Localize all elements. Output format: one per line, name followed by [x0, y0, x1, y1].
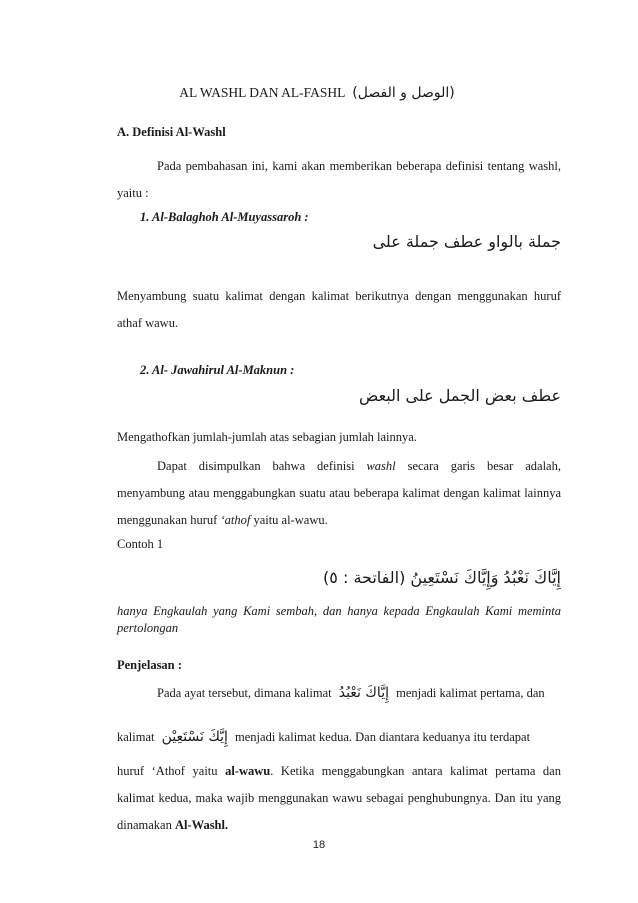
explanation-3-al-washl: Al-Washl.: [174, 818, 229, 832]
example-label: Contoh 1: [117, 537, 164, 551]
explanation-paragraph-3: [117, 758, 561, 839]
conclusion-washl-term: washl: [366, 459, 396, 473]
page-number: 18: [312, 839, 326, 851]
explanation-line-1: [157, 680, 561, 707]
explanation-2-after: menjadi kalimat kedua. Dan diantara keduanya itu terdapat: [235, 730, 531, 744]
explanation-line-2: [117, 724, 561, 751]
explanation-label: Penjelasan :: [117, 658, 182, 672]
example-translation: hanya Engkaulah yang Kami sembah, dan hanya kepada Engkaulah Kami meminta pertolongan: [117, 604, 561, 635]
explanation-1-arabic: إِيَّاكَ نَعْبُدُ: [338, 685, 389, 701]
explanation-3-before: huruf ‘Athof yaitu: [117, 764, 226, 778]
definition-2-label: 2. Al- Jawahirul Al-Maknun :: [140, 363, 295, 377]
title-arabic: (الوصل و الفصل): [352, 85, 455, 101]
definition-1-text: Menyambung suatu kalimat dengan kalimat berikutnya dengan menggunakan huruf athaf wawu.: [117, 289, 561, 330]
explanation-2-arabic: إِيَّكَ نَسْتَعِيْن: [161, 729, 228, 745]
definition-2-text: Mengathofkan jumlah-jumlah atas sebagian jumlah lainnya.: [117, 430, 417, 444]
conclusion-athof-term: ‘athof: [220, 513, 251, 527]
definition-1-label: 1. Al-Balaghoh Al-Muyassaroh :: [140, 210, 309, 224]
explanation-3-after: . Ketika menggabungkan antara kalimat pertama dan kalimat kedua, maka wajib menggunakan wawu sebagai penghubungnya. Dan itu yang dinamakan: [117, 764, 561, 832]
conclusion-paragraph: [117, 453, 561, 534]
definition-1-arabic: جملة بالواو عطف جملة على: [372, 232, 561, 251]
title-latin: AL WASHL DAN AL-FASHL: [179, 85, 345, 100]
example-arabic-verse: إِيَّاكَ نَعْبُدُ وَإِيَّاكَ نَسْتَعِينُ (الفاتحة : ٥): [323, 568, 561, 587]
explanation-1-after: menjadi kalimat pertama, dan: [396, 686, 545, 700]
section-heading: A. Definisi Al-Washl: [117, 125, 226, 139]
explanation-2-before: kalimat: [117, 730, 155, 744]
page-title: [0, 85, 638, 101]
explanation-3-al-wawu: al-wawu: [225, 764, 271, 778]
definition-2-arabic: عطف بعض الجمل على البعض: [358, 386, 561, 405]
conclusion-text-1: Dapat disimpulkan bahwa definisi: [157, 459, 367, 473]
conclusion-text-3: yaitu al-wawu.: [250, 513, 328, 527]
explanation-1-before: Pada ayat tersebut, dimana kalimat: [157, 686, 332, 700]
intro-paragraph: Pada pembahasan ini, kami akan memberikan beberapa definisi tentang washl, yaitu :: [117, 159, 561, 200]
conclusion-text-2: secara garis besar adalah, menyambung atau menggabungkan suatu atau beberapa kalimat dengan kalimat lainnya menggunakan huruf: [117, 459, 561, 527]
